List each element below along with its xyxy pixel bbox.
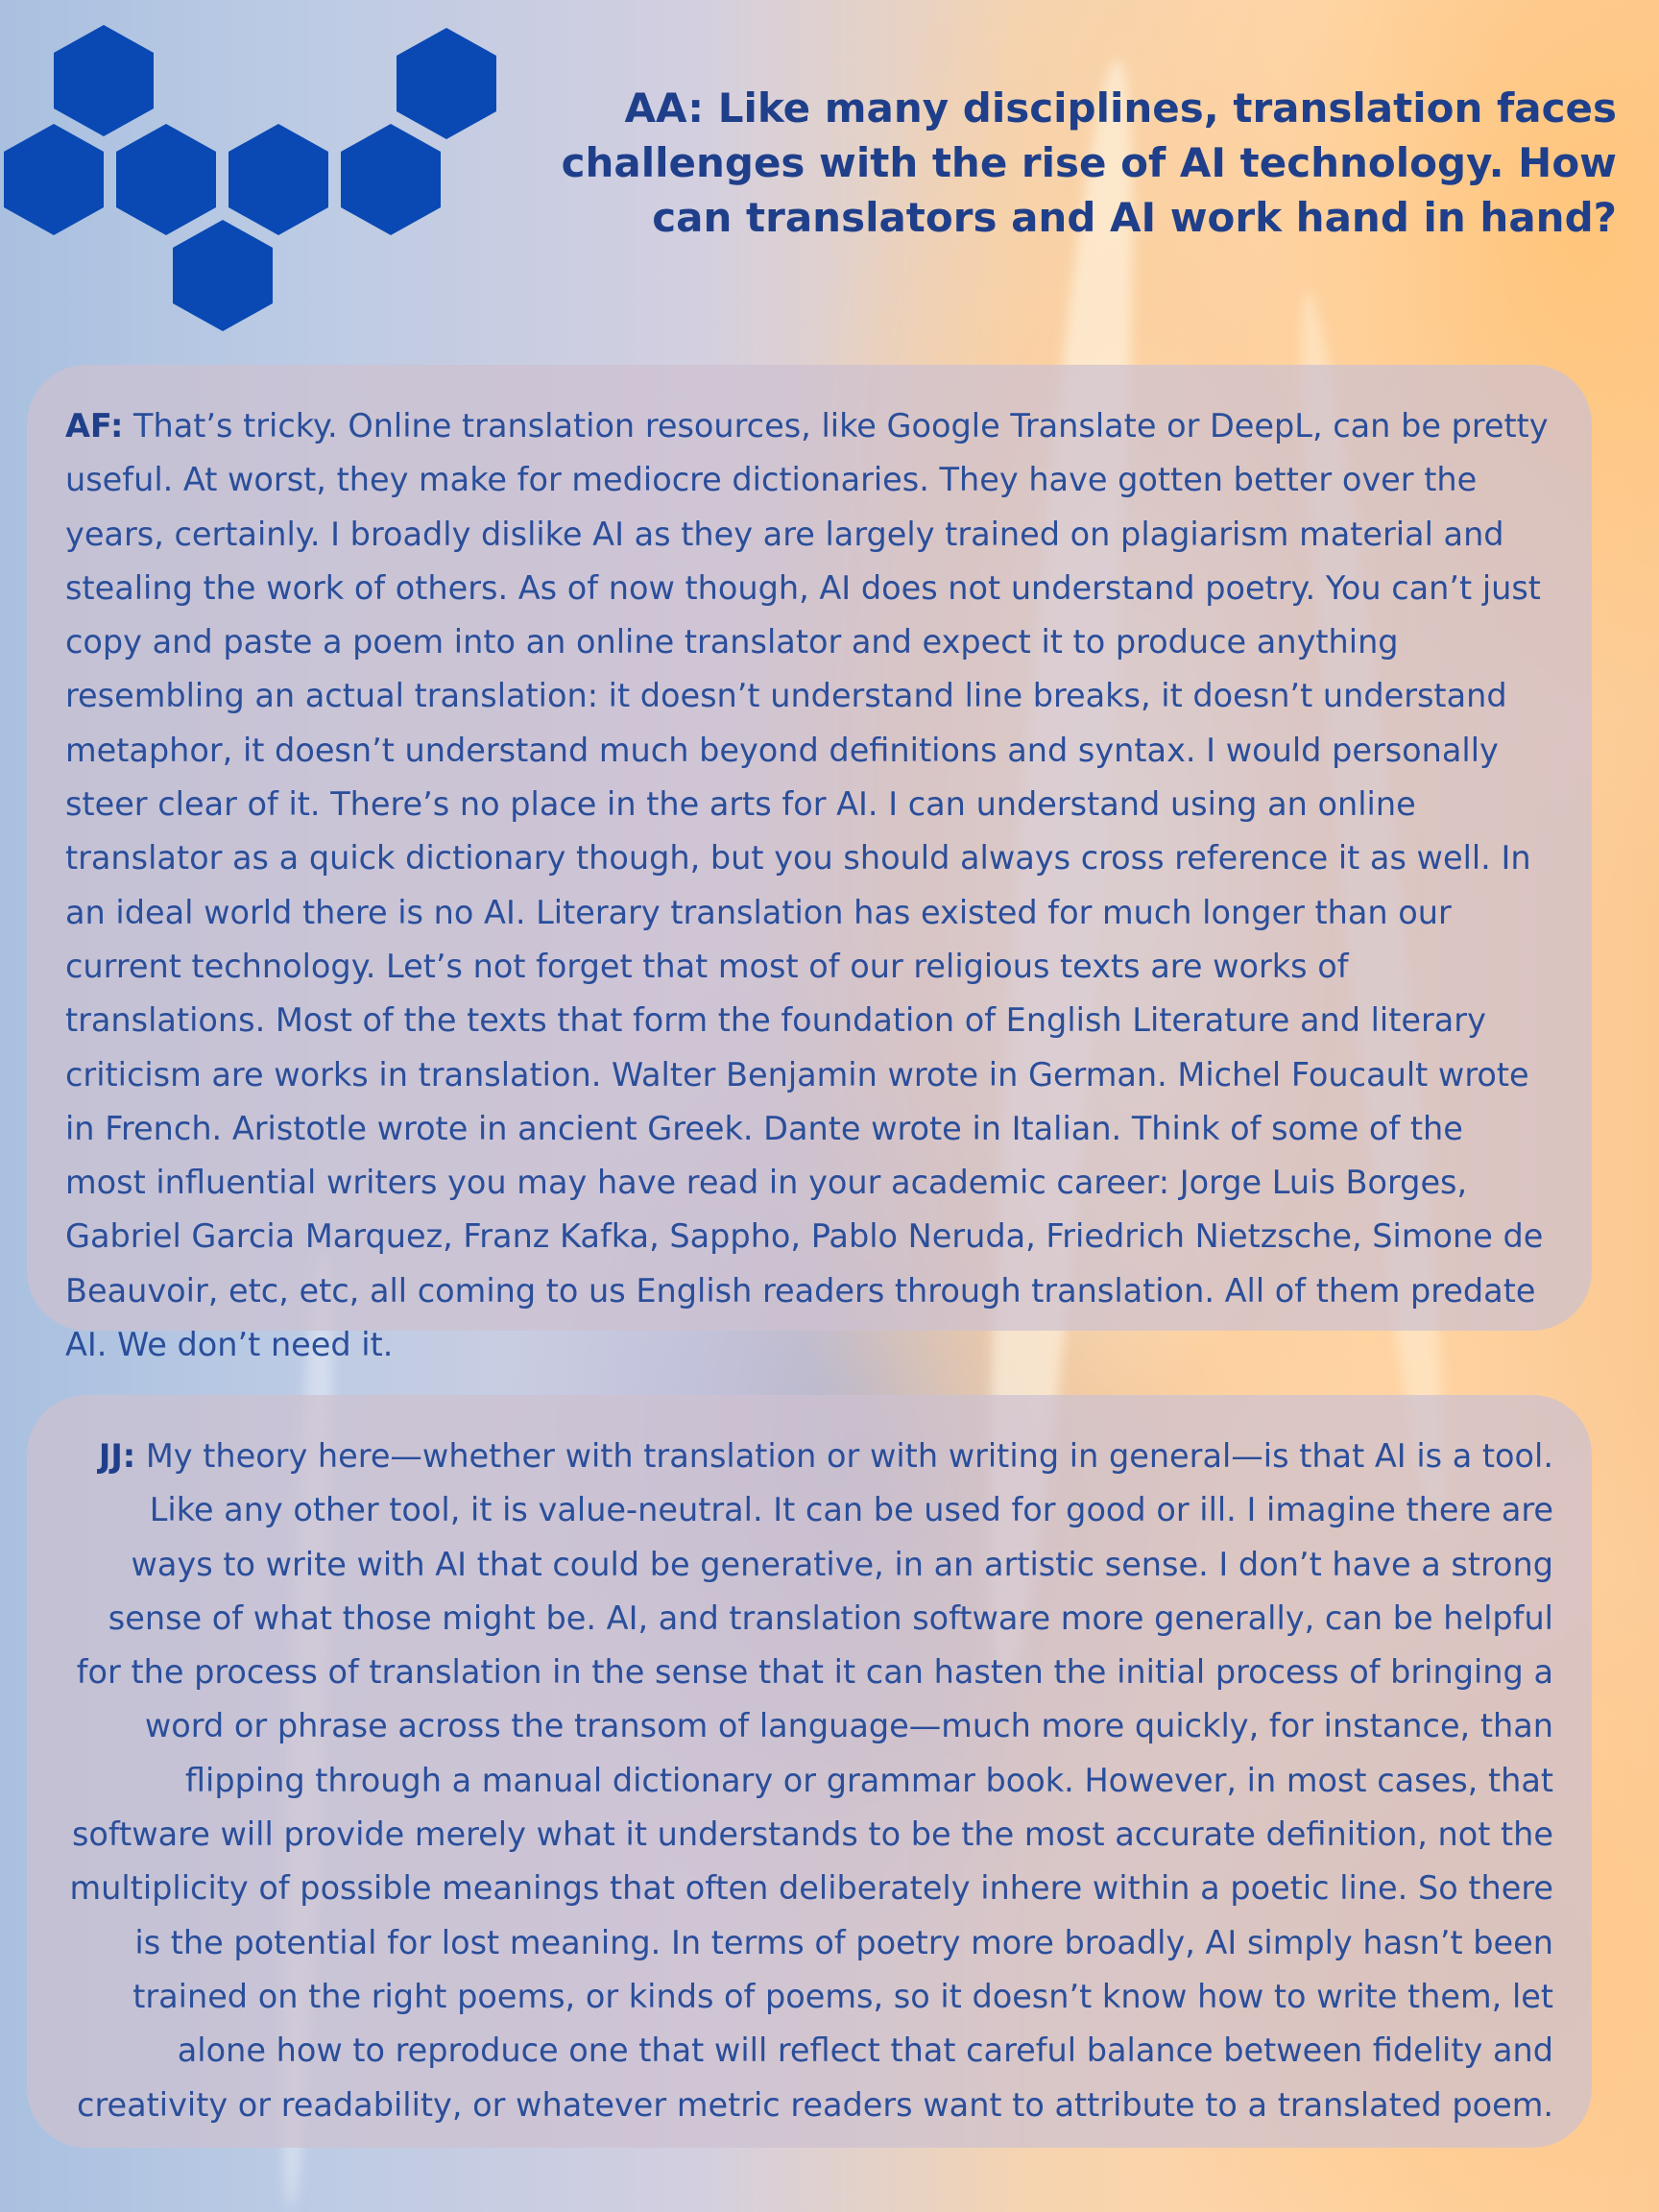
answer-af-text: That’s tricky. Online translation resources, like Google Translate or DeepL, can be pretty useful. At worst, they make for mediocre dictionaries. They have gotten better over the years, certainly. I broadly dislike AI as they are largely trained on plagiarism material and stealing the work of others. As of now though, AI does not understand poetry. You can’t just copy and paste a poem into an online translator and expect it to produce anything resembling an actual translation: it doesn’t understand line breaks, it doesn’t understand metaphor, it doesn’t understand much beyond definitions and syntax. I would personally steer clear of it. There’s no place in the arts for AI. I can understand using an online translator as a quick dictionary though, but you should always cross reference it as well. In an ideal world there is no AI. Literary translation has existed for much longer than our current technology. Let’s not forget that most of our religious texts are works of translations. Most of the texts that form the foundation of English Literature and literary criticism are works in translation. Walter Benjamin wrote in German. Michel Foucault wrote in French. Aristotle wrote in ancient Greek. Dante wrote in Italian. Think of some of the most influential writers you may have read in your academic career: Jorge Luis Borges, Gabriel Garcia Marquez, Franz Kafka, Sappho, Pablo Neruda, Friedrich Nietzsche, Simone de Beauvoir, etc, etc, all coming to us English readers through translation. All of them predate AI. We don’t need it. (65, 407, 1549, 1364)
hexagon-shape (173, 220, 273, 331)
answer-jj-bubble (27, 1395, 1592, 2148)
answer-jj-text: My theory here—whether with translation or with writing in general—is that AI is a tool. Like any other tool, it is value-neutral. It can be used for good or ill. I imagine there are ways to write with AI that could be generative, in an artistic sense. I don’t have a strong sense of what those might be. AI, and translation software more generally, can be helpful for the process of translation in the sense that it can hasten the initial process of bringing a word or phrase across the transom of language—much more quickly, for instance, than flipping through a manual dictionary or grammar book. However, in most cases, that software will provide merely what it understands to be the most accurate definition, not the multiplicity of possible meanings that often deliberately inhere within a poetic line. So there is the potential for lost meaning. In terms of poetry more broadly, AI simply hasn’t been trained on the right poems, or kinds of poems, so it doesn’t know how to write them, let alone how to reproduce one that will reflect that careful balance between fidelity and creativity or readability, or whatever metric readers want to attribute to a translated poem. (69, 1437, 1553, 2124)
interview-question: AA: Like many disciplines, translation faces challenges with the rise of AI technology. How can translators and AI work hand in hand? (561, 84, 1617, 241)
speaker-label-jj: JJ: (98, 1437, 136, 1475)
hexagon-cluster-icon (0, 25, 509, 342)
hexagon-shape (397, 28, 496, 139)
hexagon-shape (228, 124, 328, 235)
answer-af-bubble (27, 365, 1592, 1364)
hexagon-shape (116, 124, 216, 235)
hexagon-shape (341, 124, 441, 235)
hexagon-shape (4, 124, 104, 235)
speaker-label-af: AF: (65, 407, 124, 445)
hexagon-shape (54, 25, 154, 136)
